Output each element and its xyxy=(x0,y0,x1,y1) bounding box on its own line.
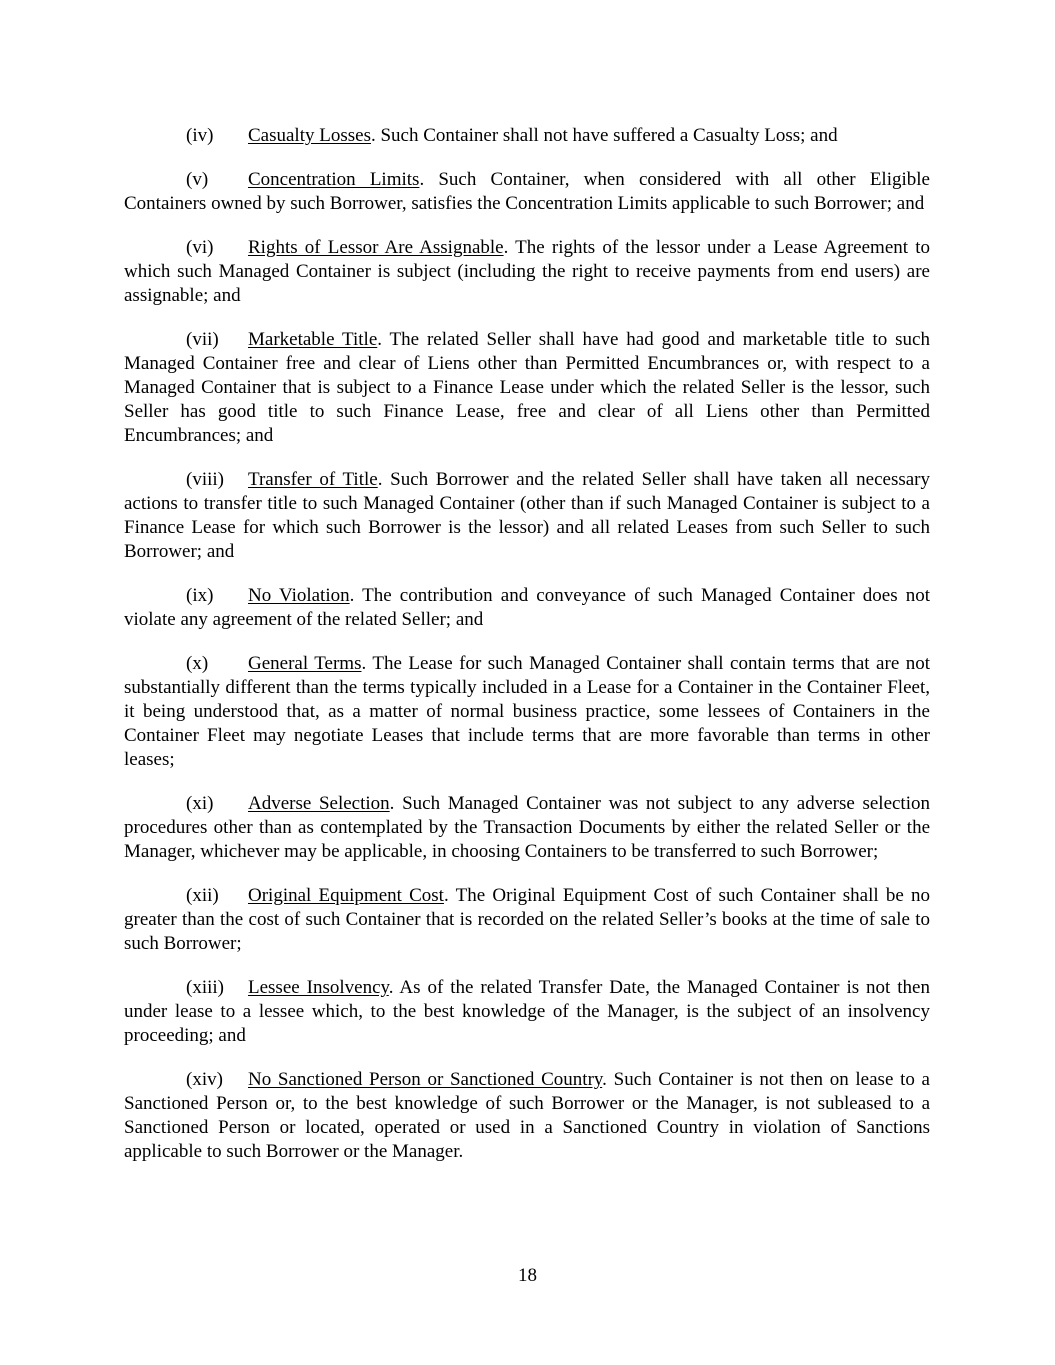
list-item xyxy=(124,328,930,448)
item-number: (xiv) xyxy=(186,1069,223,1090)
item-heading: No Violation xyxy=(248,585,350,606)
item-text: . The Lease for such Managed Container shall contain terms that are not substantially different than the terms typically included in a Lease for a Container in the Container Fleet, it being understood that, as a matter of normal business practice, some lessees of Containers in the Container Fleet may negotiate Leases that include terms that are more favorable than terms in other leases; xyxy=(124,653,931,770)
list-item xyxy=(124,124,930,148)
item-text: . Such Borrower and the related Seller shall have taken all necessary actions to transfer title to such Managed Container (other than if such Managed Container is subject to a Finance Lease for which such Borrower is the lessor) and all related Leases from such Seller to such Borrower; and xyxy=(124,469,930,562)
item-number: (xi) xyxy=(186,793,214,814)
list-item xyxy=(124,792,930,864)
page-number: 18 xyxy=(518,1265,537,1286)
item-number: (xiii) xyxy=(186,977,224,998)
item-text: . Such Container shall not have suffered a Casualty Loss; and xyxy=(370,125,838,146)
item-number: (x) xyxy=(186,653,209,674)
list-item xyxy=(124,884,930,956)
item-heading: Casualty Losses xyxy=(248,125,371,146)
item-heading: Adverse Selection xyxy=(248,793,390,814)
item-number: (v) xyxy=(186,169,209,190)
list-item xyxy=(124,468,930,564)
item-text: . The contribution and conveyance of such Managed Container does not violate any agreement of the related Seller; and xyxy=(124,585,930,630)
item-text: . As of the related Transfer Date, the Managed Container is not then under lease to a lessee which, to the best knowledge of the Manager, is the subject of an insolvency proceeding; and xyxy=(124,977,930,1046)
item-number: (vi) xyxy=(186,237,214,258)
item-text: . The Original Equipment Cost of such Container shall be no greater than the cost of such Container that is recorded on the related Seller’s books at the time of sale to such Borrower; xyxy=(124,885,930,954)
item-text: . The rights of the lessor under a Lease Agreement to which such Managed Container is subject (including the right to receive payments from end users) are assignable; and xyxy=(124,237,930,306)
item-number: (xii) xyxy=(186,885,219,906)
item-heading: Concentration Limits xyxy=(248,169,420,190)
list-item xyxy=(124,1068,930,1164)
item-heading: Rights of Lessor Are Assignable xyxy=(248,237,504,258)
item-number: (ix) xyxy=(186,585,214,606)
list-item xyxy=(124,236,930,308)
item-text: . The related Seller shall have had good and marketable title to such Managed Container free and clear of Liens other than Permitted Encumbrances or, with respect to a Managed Container that is subject to a Finance Lease under which the related Seller is the lessor, such Seller has good title to such Finance Lease, free and clear of all Liens other than Permitted Encumbrances; and xyxy=(124,329,930,446)
item-heading: Original Equipment Cost xyxy=(248,885,444,906)
list-item xyxy=(124,584,930,632)
item-heading: Transfer of Title xyxy=(248,469,378,490)
list-item xyxy=(124,976,930,1048)
list-item xyxy=(124,168,930,216)
list-item xyxy=(124,652,930,772)
item-text: . Such Container, when considered with all other Eligible Containers owned by such Borrower, satisfies the Concentration Limits applicable to such Borrower; and xyxy=(124,169,930,214)
item-number: (vii) xyxy=(186,329,219,350)
item-text: . Such Container is not then on lease to a Sanctioned Person or, to the best knowledge of such Borrower or the Manager, is not subleased to a Sanctioned Person or located, operated or used in a Sanctioned Country in violation of Sanctions applicable to such Borrower or the Manager. xyxy=(124,1069,930,1162)
item-heading: No Sanctioned Person or Sanctioned Country xyxy=(248,1069,603,1090)
item-heading: Marketable Title xyxy=(248,329,378,350)
item-number: (viii) xyxy=(186,469,224,490)
item-heading: Lessee Insolvency xyxy=(248,977,389,998)
item-heading: General Terms xyxy=(248,653,362,674)
document-body xyxy=(124,124,930,1184)
item-number: (iv) xyxy=(186,125,214,146)
item-text: . Such Managed Container was not subject to any adverse selection procedures other than as contemplated by the Transaction Documents by either the related Seller or the Manager, whichever may be applicable, in choosing Containers to be transferred to such Borrower; xyxy=(124,793,930,862)
